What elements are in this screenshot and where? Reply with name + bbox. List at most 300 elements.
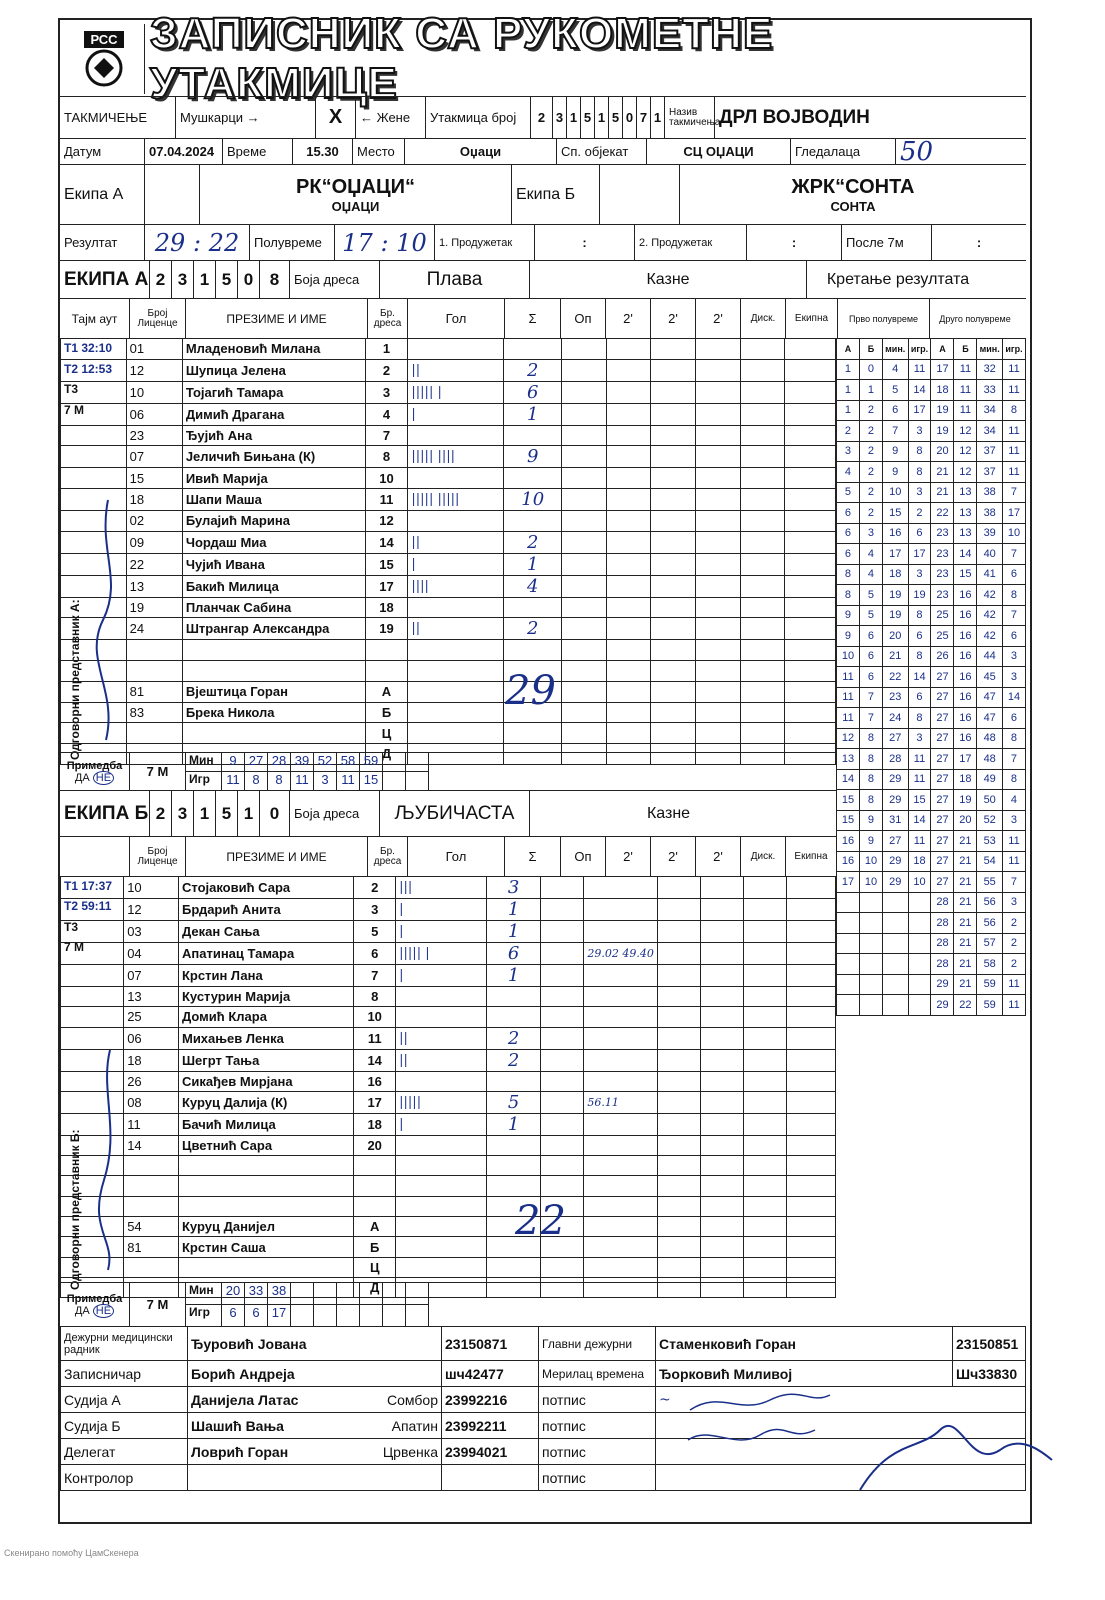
penalty-cell — [787, 1007, 836, 1027]
progress-first-cell: 18 — [882, 564, 908, 585]
progress-first-cell: 2 — [837, 421, 860, 442]
penalty-cell — [700, 1156, 743, 1176]
penalty-cell — [651, 381, 696, 403]
progress-second-cell: 13 — [954, 503, 977, 524]
seven-pl-value: 11 — [222, 772, 245, 790]
progress-first-cell — [859, 954, 882, 975]
team-a-column-headers — [60, 298, 1026, 338]
progress-first-cell: 4 — [837, 462, 860, 483]
penalty-cell — [562, 403, 607, 425]
scorer-name: Борић Андреја — [188, 1361, 442, 1387]
penalty-cell — [740, 553, 785, 575]
progress-second-cell: 17 — [931, 359, 954, 380]
player-name: Бачић Милица — [178, 1113, 353, 1135]
penalty-cell — [744, 899, 787, 921]
penalty-cell — [562, 618, 607, 640]
progress-row — [837, 626, 1026, 647]
empty-cell — [145, 165, 200, 224]
player-name: Ивић Марија — [182, 468, 365, 489]
competition-label: ТАКМИЧЕЊЕ — [60, 97, 176, 138]
gender-mark: X — [316, 97, 356, 138]
license-header: Број Лиценце — [130, 299, 186, 338]
penalty-cell — [700, 1027, 743, 1049]
penalties-label: Казне — [646, 804, 691, 822]
penalty-cell — [606, 339, 651, 360]
goal-sum — [487, 1135, 541, 1155]
seven-pl-value: 3 — [314, 772, 337, 790]
progress-second-cell: 27 — [931, 872, 954, 893]
penalty-time: 29.02 49.40 — [584, 943, 657, 965]
team-b-seven-meter-grid — [186, 1283, 836, 1326]
penalty-cell — [584, 1156, 657, 1176]
goal-sum — [504, 468, 562, 489]
penalty-cell — [740, 446, 785, 468]
referee-b-name: Шашић Вања — [188, 1413, 353, 1439]
timeout-entry: T2 12:53 — [64, 361, 113, 376]
penalty-cell — [785, 553, 836, 575]
team-b-code-digit: 3 — [172, 791, 194, 836]
team-a-block — [200, 165, 512, 224]
spectators-value: 50 — [900, 136, 934, 167]
team-a-code-digit: 0 — [238, 261, 260, 298]
penalty-cell — [606, 425, 651, 446]
progress-second-cell: 28 — [931, 933, 954, 954]
empty-cell — [396, 1156, 487, 1176]
progress-first-cell: 20 — [882, 626, 908, 647]
goal-tally: | — [396, 921, 487, 943]
progress-second-cell: 2 — [1002, 954, 1025, 975]
progress-first-cell: 6 — [859, 646, 882, 667]
penalty-cell — [562, 531, 607, 553]
penalty-cell — [541, 877, 584, 899]
empty-cell — [487, 1257, 541, 1277]
official-license: 81 — [124, 1237, 179, 1257]
progress-first-cell: 14 — [908, 667, 931, 688]
penalty-cell — [562, 575, 607, 597]
empty-cell — [354, 1156, 396, 1176]
progress-second-cell: 21 — [931, 462, 954, 483]
progress-first-cell: 7 — [859, 687, 882, 708]
penalty-cell — [740, 403, 785, 425]
penalty-cell — [651, 618, 696, 640]
progress-first-cell — [882, 892, 908, 913]
penalty-cell — [785, 381, 836, 403]
goal-tally: ||||| — [396, 1091, 487, 1113]
progress-first-cell: 8 — [859, 790, 882, 811]
player-name: Цветнић Сара — [178, 1135, 353, 1155]
women-label: ← Жене — [356, 97, 426, 138]
progress-second-cell: 3 — [1002, 810, 1025, 831]
player-name: Стојаковић Сара — [178, 877, 353, 899]
penalty-time: 56.11 — [584, 1091, 657, 1113]
table-row — [61, 425, 836, 446]
penalty-cell — [657, 1217, 700, 1237]
jersey-number-header: Бр. дреса — [368, 837, 408, 876]
team-a-code-digit: 3 — [172, 261, 194, 298]
penalty-cell — [651, 661, 696, 682]
progress-first-cell: 4 — [859, 544, 882, 565]
jersey-number-header: Бр. дреса — [368, 299, 408, 338]
progress-first-cell: 11 — [837, 667, 860, 688]
goal-tally — [408, 425, 504, 446]
overtime1-label: 1. Продужетак — [435, 225, 535, 260]
seven-min-value: 33 — [245, 1283, 268, 1304]
progress-second-cell: 8 — [1002, 728, 1025, 749]
team-a-code-digit: 5 — [216, 261, 238, 298]
jersey-number: 14 — [365, 531, 408, 553]
goal-header: Гол — [408, 837, 505, 876]
progress-second-cell: 52 — [977, 810, 1003, 831]
penalty-cell — [785, 489, 836, 511]
goal-sum — [504, 597, 562, 618]
progress-first-cell — [882, 933, 908, 954]
two-min-header: 2' — [696, 299, 741, 338]
license-cell: 07 — [124, 965, 179, 987]
table-row — [61, 877, 836, 899]
match-digit: 1 — [651, 97, 665, 138]
goal-tally: | — [396, 1113, 487, 1135]
penalty-cell — [740, 489, 785, 511]
progress-header-cell: мин. — [882, 339, 908, 360]
progress-row — [837, 974, 1026, 995]
penalty-cell — [541, 987, 584, 1007]
seven-pl-value: 15 — [360, 772, 383, 790]
doctor-row — [61, 1327, 1026, 1361]
progress-second-cell: 56 — [977, 892, 1003, 913]
seven-min-value — [337, 1283, 360, 1304]
progress-first-cell — [837, 954, 860, 975]
official-role: Б — [365, 702, 408, 723]
progress-second-cell: 11 — [1002, 380, 1025, 401]
official-name: Куруц Данијел — [178, 1217, 353, 1237]
timer-number: Шч33830 — [953, 1361, 1026, 1387]
official-name — [178, 1257, 353, 1277]
progress-first-cell: 6 — [908, 626, 931, 647]
progress-first-cell: 2 — [859, 400, 882, 421]
official-role: Д — [365, 743, 408, 764]
penalty-cell — [651, 597, 696, 618]
license-cell: 22 — [126, 553, 182, 575]
progress-first-cell: 2 — [859, 462, 882, 483]
penalty-cell — [700, 877, 743, 899]
timeout-header: Тајм аут — [60, 299, 130, 338]
progress-second-cell: 13 — [954, 523, 977, 544]
license-cell: 18 — [124, 1049, 179, 1071]
progress-first-cell: 3 — [908, 421, 931, 442]
venue-label: Сп. објекат — [557, 139, 647, 164]
table-row — [61, 681, 836, 702]
progress-first-cell: 15 — [837, 790, 860, 811]
official-license — [126, 723, 182, 744]
official-role: Д — [354, 1277, 396, 1297]
team-b-representative-label: Одговорни представник Б: — [68, 1129, 82, 1290]
progress-row — [837, 523, 1026, 544]
license-cell: 11 — [124, 1113, 179, 1135]
progress-second-cell: 21 — [954, 851, 977, 872]
timeout-cell — [61, 1007, 124, 1027]
progress-second-cell: 39 — [977, 523, 1003, 544]
penalty-cell — [606, 681, 651, 702]
team-a-label: Екипа А — [60, 165, 145, 224]
team-a-players-table — [60, 338, 836, 765]
goal-sum: 2 — [504, 359, 562, 381]
progress-first-cell — [908, 954, 931, 975]
penalty-cell — [787, 1113, 836, 1135]
penalty-cell — [584, 899, 657, 921]
empty-cell — [504, 640, 562, 661]
progress-first-cell: 8 — [837, 564, 860, 585]
goal-tally: | — [396, 965, 487, 987]
team-a-code-digit: 1 — [194, 261, 216, 298]
penalty-cell — [606, 702, 651, 723]
jersey-number: 16 — [354, 1071, 396, 1091]
penalty-cell — [785, 681, 836, 702]
progress-first-cell: 4 — [859, 564, 882, 585]
progress-first-cell: 16 — [837, 831, 860, 852]
progress-first-cell: 6 — [837, 523, 860, 544]
seven-min-label: Мин — [186, 1283, 222, 1304]
penalties-label: Казне — [530, 261, 807, 298]
player-name: Младеновић Милана — [182, 339, 365, 360]
seven-pl-value — [360, 1305, 383, 1326]
penalty-cell — [696, 575, 741, 597]
jersey-number: 4 — [365, 403, 408, 425]
penalty-cell — [584, 1027, 657, 1049]
empty-cell — [182, 640, 365, 661]
progress-row — [837, 872, 1026, 893]
empty-cell — [126, 640, 182, 661]
progress-second-cell: 14 — [954, 544, 977, 565]
goal-tally: ||||| |||| — [408, 446, 504, 468]
goal-sum: 2 — [487, 1027, 541, 1049]
penalty-cell — [651, 489, 696, 511]
penalty-cell — [700, 1237, 743, 1257]
jersey-number: 2 — [354, 877, 396, 899]
jersey-number: 19 — [365, 618, 408, 640]
table-row — [61, 1049, 836, 1071]
progress-first-cell: 19 — [882, 605, 908, 626]
progress-second-cell: 27 — [931, 667, 954, 688]
timeout-entry: T2 59:11 — [64, 899, 112, 914]
penalty-cell — [657, 943, 700, 965]
penalty-cell — [657, 1257, 700, 1277]
empty-cell — [178, 1196, 353, 1216]
progress-first-cell: 1 — [837, 380, 860, 401]
penalty-cell — [744, 1071, 787, 1091]
penalty-cell — [657, 1027, 700, 1049]
empty-cell — [408, 661, 504, 682]
progress-second-cell: 45 — [977, 667, 1003, 688]
seven-pl-value — [406, 1305, 429, 1326]
progress-second-cell: 21 — [954, 954, 977, 975]
team-a-seven-min — [186, 753, 429, 772]
penalty-cell — [562, 468, 607, 489]
handball-logo-icon — [82, 48, 126, 88]
player-name: Брдарић Анита — [178, 899, 353, 921]
goal-sum: 1 — [487, 1113, 541, 1135]
penalty-cell — [744, 1135, 787, 1155]
goal-tally: |||| — [408, 575, 504, 597]
progress-first-cell: 1 — [837, 400, 860, 421]
penalty-cell — [584, 921, 657, 943]
goal-tally — [396, 987, 487, 1007]
timeout-entry: T1 32:10 — [64, 341, 113, 355]
progress-second-cell: 28 — [931, 954, 954, 975]
license-cell: 15 — [126, 468, 182, 489]
penalty-cell — [700, 921, 743, 943]
penalty-cell — [606, 531, 651, 553]
progress-first-cell: 2 — [859, 503, 882, 524]
table-row — [61, 965, 836, 987]
penalty-cell — [562, 597, 607, 618]
penalty-cell — [744, 1027, 787, 1049]
teams-row — [60, 164, 1026, 224]
match-digit: 1 — [595, 97, 609, 138]
penalty-cell — [696, 359, 741, 381]
penalty-cell — [700, 1257, 743, 1277]
progress-row — [837, 544, 1026, 565]
progress-first-cell: 15 — [882, 503, 908, 524]
scorer-label: Записничар — [61, 1361, 188, 1387]
player-name: Михањев Ленка — [178, 1027, 353, 1049]
table-row — [61, 1176, 836, 1196]
penalty-cell — [541, 1113, 584, 1135]
progress-first-cell: 8 — [908, 462, 931, 483]
half-a: 17 — [342, 228, 373, 257]
player-name: Бакић Милица — [182, 575, 365, 597]
progress-header-cell: игр. — [908, 339, 931, 360]
jersey-number: 8 — [365, 446, 408, 468]
progress-first-cell: 11 — [837, 708, 860, 729]
penalty-cell — [562, 702, 607, 723]
table-row — [61, 1135, 836, 1155]
team-b-seven-pl — [186, 1305, 429, 1326]
goal-tally — [396, 1007, 487, 1027]
sum-header: Σ — [505, 299, 561, 338]
empty-cell — [487, 1176, 541, 1196]
progress-row — [837, 892, 1026, 913]
progress-second-cell: 16 — [954, 667, 977, 688]
goal-sum: 6 — [487, 943, 541, 965]
progress-second-cell: 23 — [931, 523, 954, 544]
team-a-code-digit: 8 — [260, 261, 290, 298]
after7m-label: После 7м — [842, 225, 932, 260]
team-b-total-goals: 22 — [515, 1198, 566, 1244]
player-name: Булајић Марина — [182, 511, 365, 532]
progress-row — [837, 851, 1026, 872]
progress-second-cell: 7 — [1002, 544, 1025, 565]
table-row — [61, 921, 836, 943]
penalty-cell — [740, 425, 785, 446]
progress-first-cell — [859, 974, 882, 995]
player-name: Крстин Лана — [178, 965, 353, 987]
jersey-number: 14 — [354, 1049, 396, 1071]
progress-first-cell: 28 — [882, 749, 908, 770]
penalty-cell — [744, 943, 787, 965]
two-min-header: 2' — [606, 299, 651, 338]
team-a-header — [60, 260, 1026, 298]
progress-second-cell: 38 — [977, 503, 1003, 524]
progress-second-cell: 22 — [931, 503, 954, 524]
progress-row — [837, 503, 1026, 524]
progress-second-cell: 29 — [931, 974, 954, 995]
progress-second-cell: 37 — [977, 462, 1003, 483]
goal-sum: 2 — [487, 1049, 541, 1071]
penalty-cell — [787, 1237, 836, 1257]
disqualification-header: Диск. — [741, 299, 786, 338]
referee-a-label: Судија А — [61, 1387, 188, 1413]
penalty-cell — [696, 489, 741, 511]
note-yes: ДА — [74, 771, 90, 784]
progress-header-row — [837, 339, 1026, 360]
name-header: ПРЕЗИМЕ И ИМЕ — [186, 299, 368, 338]
progress-first-cell: 27 — [882, 728, 908, 749]
progress-second-cell: 6 — [1002, 708, 1025, 729]
progress-first-cell: 16 — [837, 851, 860, 872]
progress-first-cell: 3 — [908, 728, 931, 749]
penalty-cell — [700, 1007, 743, 1027]
empty-cell — [487, 1156, 541, 1176]
progress-first-cell — [859, 892, 882, 913]
doctor-number: 23150871 — [442, 1327, 539, 1361]
table-row — [61, 1007, 836, 1027]
penalty-cell — [700, 1176, 743, 1196]
penalty-cell — [541, 1257, 584, 1277]
penalty-cell — [606, 381, 651, 403]
jersey-number: 6 — [354, 943, 396, 965]
penalty-cell — [744, 965, 787, 987]
progress-row — [837, 462, 1026, 483]
empty-cell — [182, 661, 365, 682]
jersey-color-value: ЉУБИЧАСТА — [380, 791, 530, 836]
delegate-city: Црвенка — [352, 1439, 441, 1465]
progress-second-cell: 42 — [977, 626, 1003, 647]
progress-first-cell: 10 — [837, 646, 860, 667]
progress-first-cell: 13 — [837, 749, 860, 770]
progress-second-cell: 20 — [931, 441, 954, 462]
match-digit: 3 — [553, 97, 567, 138]
chief-number: 23150851 — [953, 1327, 1026, 1361]
player-name: Куруц Далија (К) — [178, 1091, 353, 1113]
progress-second-cell: 55 — [977, 872, 1003, 893]
goal-sum — [487, 1071, 541, 1091]
progress-second-cell: 25 — [931, 605, 954, 626]
progress-second-cell: 59 — [977, 995, 1003, 1016]
penalty-cell — [700, 987, 743, 1007]
penalty-cell — [785, 425, 836, 446]
penalty-cell — [651, 640, 696, 661]
progress-row — [837, 687, 1026, 708]
player-name: Апатинац Тамара — [178, 943, 353, 965]
official-name — [182, 723, 365, 744]
progress-second-cell: 8 — [1002, 769, 1025, 790]
goal-tally — [408, 468, 504, 489]
progress-first-cell: 29 — [882, 769, 908, 790]
goal-tally — [408, 339, 504, 360]
match-number-label: Утакмица број — [426, 97, 531, 138]
progress-row — [837, 831, 1026, 852]
penalty-cell — [787, 1135, 836, 1155]
penalty-cell — [696, 511, 741, 532]
penalty-cell — [651, 702, 696, 723]
score-progress-table — [836, 338, 1026, 1016]
goal-tally: || — [408, 359, 504, 381]
progress-second-cell: 7 — [1002, 605, 1025, 626]
progress-row — [837, 954, 1026, 975]
penalty-cell — [787, 1091, 836, 1113]
jersey-color-value: Плава — [380, 261, 530, 298]
progress-first-cell: 24 — [882, 708, 908, 729]
